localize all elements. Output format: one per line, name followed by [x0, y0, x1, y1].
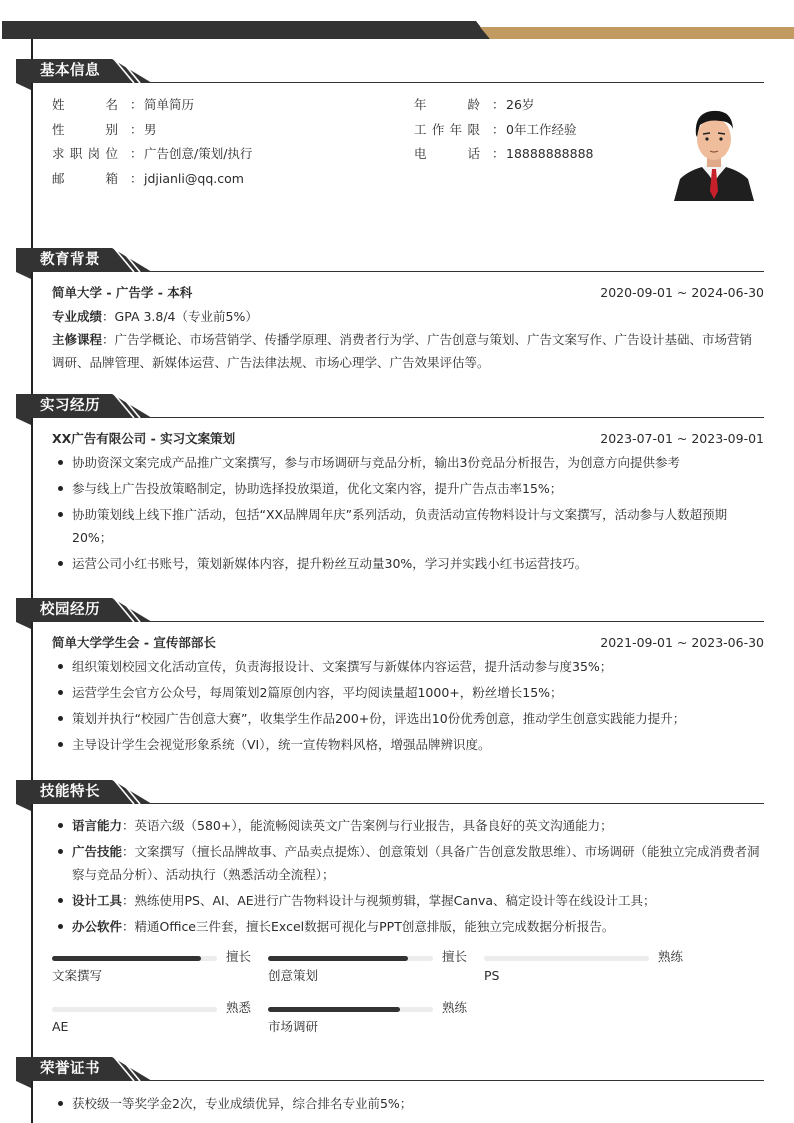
stripes-icon	[112, 394, 152, 418]
campus-date: 2021-09-01 ~ 2023-06-30	[600, 635, 764, 650]
education-header	[52, 281, 764, 305]
section-header	[16, 248, 764, 279]
internship-header	[52, 427, 764, 451]
stripes-icon	[112, 780, 152, 804]
section-skills	[16, 780, 764, 941]
skill-bar-ae	[52, 1001, 268, 1047]
campus-body	[16, 631, 764, 756]
stripes-icon	[112, 1057, 152, 1081]
list-item: 运营公司小红书账号，策划新媒体内容，提升粉丝互动量30%，学习并实践小红书运营技巧。	[52, 552, 764, 575]
skill-level: 熟悉	[226, 1000, 252, 1015]
section-internship	[16, 394, 764, 578]
list-item: 主导设计学生会视觉形象系统（VI），统一宣传物料风格，增强品牌辨识度。	[52, 733, 764, 756]
section-title: 校园经历	[40, 602, 100, 618]
info-row-phone: 电 话 ： 18888888888	[414, 142, 593, 166]
list-item: 组织策划校园文化活动宣传，负责海报设计、文案撰写与新媒体内容运营，提升活动参与度35%；	[52, 655, 764, 678]
skill-level: 熟练	[658, 949, 684, 964]
stripes-icon	[112, 598, 152, 622]
section-header	[16, 780, 764, 811]
progress-track	[52, 956, 217, 961]
section-divider	[150, 271, 764, 272]
honors-body	[16, 1092, 764, 1115]
progress-track	[484, 956, 649, 961]
campus-list	[52, 655, 764, 756]
info-value-name: 简单简历	[144, 97, 195, 112]
skill-bar-creative	[268, 950, 484, 996]
avatar-portrait-icon	[670, 101, 758, 201]
section-honors	[16, 1057, 764, 1118]
section-title: 基本信息	[40, 63, 100, 79]
skill-bar-copywriting	[52, 950, 268, 996]
timeline-vertical-line	[31, 39, 33, 1123]
education-body	[16, 281, 764, 374]
campus-org: 简单大学学生会 - 宣传部部长	[52, 635, 216, 650]
progress-fill	[52, 956, 201, 961]
stripes-icon	[112, 59, 152, 83]
skills-body	[16, 814, 764, 938]
skill-name: AE	[52, 1019, 69, 1034]
honors-list	[52, 1092, 764, 1115]
section-campus	[16, 598, 764, 759]
list-item: 获校级一等奖学金2次，专业成绩优异，综合排名专业前5%；	[52, 1092, 764, 1115]
top-banner-gold	[480, 27, 794, 39]
skills-list	[52, 814, 764, 938]
internship-body	[16, 427, 764, 575]
info-row-email: 邮 箱 ： jdjianli@qq.com	[52, 167, 244, 191]
section-header	[16, 59, 764, 90]
skill-level: 擅长	[442, 949, 468, 964]
list-item: 策划并执行“校园广告创意大赛”，收集学生作品200+份，评选出10份优秀创意，推动学生创意实践能力提升；	[52, 707, 764, 730]
avatar	[670, 101, 758, 201]
section-education	[16, 248, 764, 374]
skill-level: 擅长	[226, 949, 252, 964]
top-banner-dark	[2, 21, 490, 39]
progress-fill	[268, 956, 408, 961]
skill-name: 文案撰写	[52, 968, 103, 983]
info-row-name: 姓 名 ： 简单简历	[52, 93, 194, 117]
section-fold	[16, 622, 31, 629]
skill-level: 熟练	[442, 1000, 468, 1015]
skill-name: 创意策划	[268, 968, 319, 983]
section-fold	[16, 272, 31, 279]
info-value-position: 广告创意/策划/执行	[144, 146, 253, 161]
section-divider	[150, 621, 764, 622]
section-basic-info	[16, 59, 764, 90]
section-header	[16, 1057, 764, 1088]
progress-track	[268, 956, 433, 961]
info-row-gender: 性 别 ： 男	[52, 118, 157, 142]
section-divider	[150, 82, 764, 83]
list-item: 办公软件：精通Office三件套，擅长Excel数据可视化与PPT创意排版，能独立完成数据分析报告。	[52, 915, 764, 938]
section-fold	[16, 1081, 31, 1088]
info-row-position: 求 职 岗 位 ： 广告创意/策划/执行	[52, 142, 252, 166]
section-header	[16, 394, 764, 425]
skill-bar-market-research	[268, 1001, 484, 1047]
section-divider	[150, 1080, 764, 1081]
section-fold	[16, 804, 31, 811]
progress-track	[52, 1007, 217, 1012]
section-title: 教育背景	[40, 252, 100, 268]
stripes-icon	[112, 248, 152, 272]
skill-bar-ps	[484, 950, 700, 996]
progress-track	[268, 1007, 433, 1012]
list-item: 广告技能：文案撰写（擅长品牌故事、产品卖点提炼）、创意策划（具备广告创意发散思维）、市场调研（能独立完成消费者洞察与竞品分析）、活动执行（熟悉活动全流程）；	[52, 840, 764, 886]
info-row-age: 年 龄 ： 26岁	[414, 93, 534, 117]
section-title: 技能特长	[40, 784, 100, 800]
top-banner	[2, 21, 794, 39]
internship-date: 2023-07-01 ~ 2023-09-01	[600, 431, 764, 446]
list-item: 协助策划线上线下推广活动，包括“XX品牌周年庆”系列活动，负责活动宣传物料设计与文案撰写，活动参与人数超预期20%；	[52, 503, 764, 549]
list-item: 语言能力：英语六级（580+），能流畅阅读英文广告案例与行业报告，具备良好的英文沟通能力；	[52, 814, 764, 837]
skill-name: PS	[484, 968, 500, 983]
internship-org: XX广告有限公司 - 实习文案策划	[52, 431, 236, 446]
info-value-email: jdjianli@qq.com	[144, 171, 244, 186]
education-gpa: 专业成绩：GPA 3.8/4（专业前5%）	[52, 309, 258, 324]
list-item: 协助资深文案完成产品推广文案撰写，参与市场调研与竞品分析，输出3份竞品分析报告，为创意方向提供参考	[52, 451, 764, 474]
info-value-experience: 0年工作经验	[506, 122, 577, 137]
section-divider	[150, 417, 764, 418]
list-item: 运营学生会官方公众号，每周策划2篇原创内容，平均阅读量超1000+，粉丝增长15%；	[52, 681, 764, 704]
internship-list	[52, 451, 764, 575]
education-school: 简单大学 - 广告学 - 本科	[52, 285, 193, 300]
list-item: 设计工具：熟练使用PS、AI、AE进行广告物料设计与视频剪辑，掌握Canva、稿定设计等在线设计工具；	[52, 889, 764, 912]
skill-name: 市场调研	[268, 1019, 319, 1034]
info-row-experience: 工 作 年 限 ： 0年工作经验	[414, 118, 576, 142]
info-value-phone: 18888888888	[506, 146, 594, 161]
section-title: 荣誉证书	[40, 1061, 100, 1077]
progress-fill	[268, 1007, 400, 1012]
section-fold	[16, 418, 31, 425]
section-fold	[16, 83, 31, 90]
education-date: 2020-09-01 ~ 2024-06-30	[600, 285, 764, 300]
section-title: 实习经历	[40, 398, 100, 414]
education-courses: 主修课程：广告学概论、市场营销学、传播学原理、消费者行为学、广告创意与策划、广告文案写作、广告设计基础、市场营销调研、品牌管理、新媒体运营、广告法律法规、市场心理学、广告效果评估等。	[52, 332, 753, 370]
info-value-age: 26岁	[506, 97, 535, 112]
section-divider	[150, 803, 764, 804]
list-item: 参与线上广告投放策略制定，协助选择投放渠道，优化文案内容，提升广告点击率15%；	[52, 477, 764, 500]
info-value-gender: 男	[144, 122, 157, 137]
section-header	[16, 598, 764, 629]
campus-header	[52, 631, 764, 655]
